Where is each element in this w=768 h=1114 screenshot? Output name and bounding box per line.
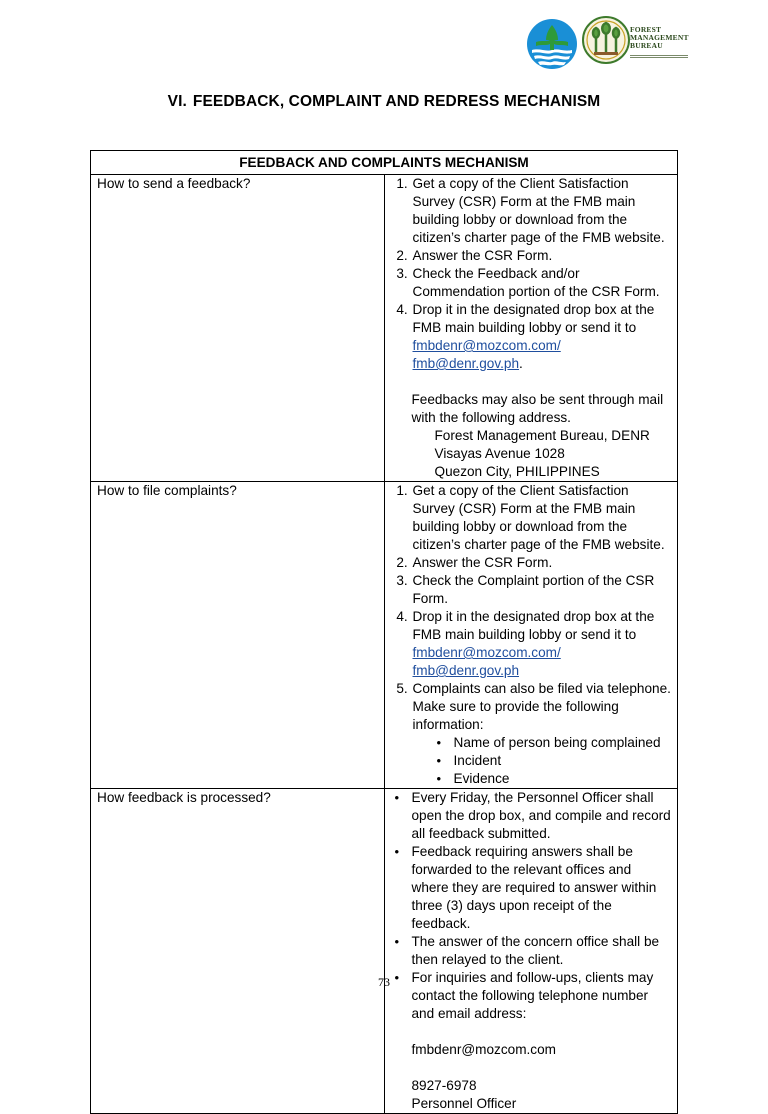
email-link[interactable]: fmbdenr@mozcom.com/ fmb@denr.gov.ph bbox=[412, 338, 561, 371]
address-line: Quezon City, PHILIPPINES bbox=[434, 464, 600, 479]
fmb-logo-icon bbox=[582, 16, 630, 64]
email-link[interactable]: fmbdenr@mozcom.com/ fmb@denr.gov.ph bbox=[412, 645, 561, 678]
feedback-mechanism-table bbox=[90, 150, 678, 1114]
list-item: 3. Check the Complaint portion of the CSR Form. bbox=[412, 572, 672, 608]
denr-logo-icon bbox=[526, 18, 578, 70]
list-item: 1. Get a copy of the Client Satisfaction Survey (CSR) Form at the FMB main building lobby or download from the citizen’s charter page of the FMB website. bbox=[412, 482, 672, 554]
header-logos bbox=[526, 16, 689, 70]
row-answer bbox=[384, 482, 678, 789]
contact-phone: 8927-6978 bbox=[411, 1078, 477, 1093]
complaint-steps-list bbox=[385, 482, 672, 788]
row-question: How to file complaints? bbox=[91, 482, 385, 789]
address-line: Forest Management Bureau, DENR bbox=[434, 428, 650, 443]
table-header: FEEDBACK AND COMPLAINTS MECHANISM bbox=[91, 151, 678, 175]
list-item: 5. Complaints can also be filed via telephone. Make sure to provide the following information: • Name of person being complained • Incident • Evidence bbox=[412, 680, 672, 788]
page-number: 73 bbox=[378, 975, 390, 989]
table-row bbox=[91, 175, 678, 482]
list-item: 4. Drop it in the designated drop box at the FMB main building lobby or send it to fmbdenr@mozcom.com/ fmb@denr.gov.ph. bbox=[412, 301, 672, 373]
info-list bbox=[413, 734, 672, 788]
fmb-logo-underline bbox=[630, 55, 688, 58]
row-question: How to send a feedback? bbox=[91, 175, 385, 482]
table-row bbox=[91, 482, 678, 789]
list-item: 3. Check the Feedback and/or Commendation portion of the CSR Form. bbox=[412, 265, 672, 301]
row-answer bbox=[384, 175, 678, 482]
fmb-logo-wordmark: FOREST MANAGEMENT BUREAU bbox=[630, 25, 689, 50]
send-steps-list bbox=[385, 175, 672, 373]
table-header-row bbox=[91, 151, 678, 175]
mail-note: Feedbacks may also be sent through mail with the following address. bbox=[411, 392, 664, 425]
list-item: • Evidence bbox=[453, 770, 672, 788]
contact-email: fmbdenr@mozcom.com bbox=[411, 1042, 556, 1057]
section-heading: FEEDBACK, COMPLAINT AND REDRESS MECHANISM bbox=[192, 93, 601, 110]
address-line: Visayas Avenue 1028 bbox=[434, 446, 565, 461]
section-title bbox=[0, 93, 768, 111]
row-answer bbox=[384, 789, 678, 1114]
list-item: 1. Get a copy of the Client Satisfaction Survey (CSR) Form at the FMB main building lobby or download from the citizen’s charter page of the FMB website. bbox=[412, 175, 672, 247]
list-item: • Name of person being complained bbox=[453, 734, 672, 752]
list-item: • The answer of the concern office shall be then relayed to the client. bbox=[412, 933, 672, 969]
list-item: • Feedback requiring answers shall be forwarded to the relevant offices and where they are required to answer within three (3) days upon receipt of the feedback. bbox=[412, 843, 672, 933]
list-item: • Every Friday, the Personnel Officer shall open the drop box, and compile and record all feedback submitted. bbox=[412, 789, 672, 843]
list-item: 2. Answer the CSR Form. bbox=[412, 247, 672, 265]
list-item: • For inquiries and follow-ups, clients may contact the following telephone number and email address: bbox=[412, 969, 672, 1023]
row-question: How feedback is processed? bbox=[91, 789, 385, 1114]
list-item: 2. Answer the CSR Form. bbox=[412, 554, 672, 572]
list-item: • Incident bbox=[453, 752, 672, 770]
table-row bbox=[91, 789, 678, 1114]
list-item: 4. Drop it in the designated drop box at the FMB main building lobby or send it to fmbdenr@mozcom.com/ fmb@denr.gov.ph bbox=[412, 608, 672, 680]
contact-title: Personnel Officer bbox=[411, 1096, 517, 1111]
section-number: VI. bbox=[167, 93, 187, 110]
